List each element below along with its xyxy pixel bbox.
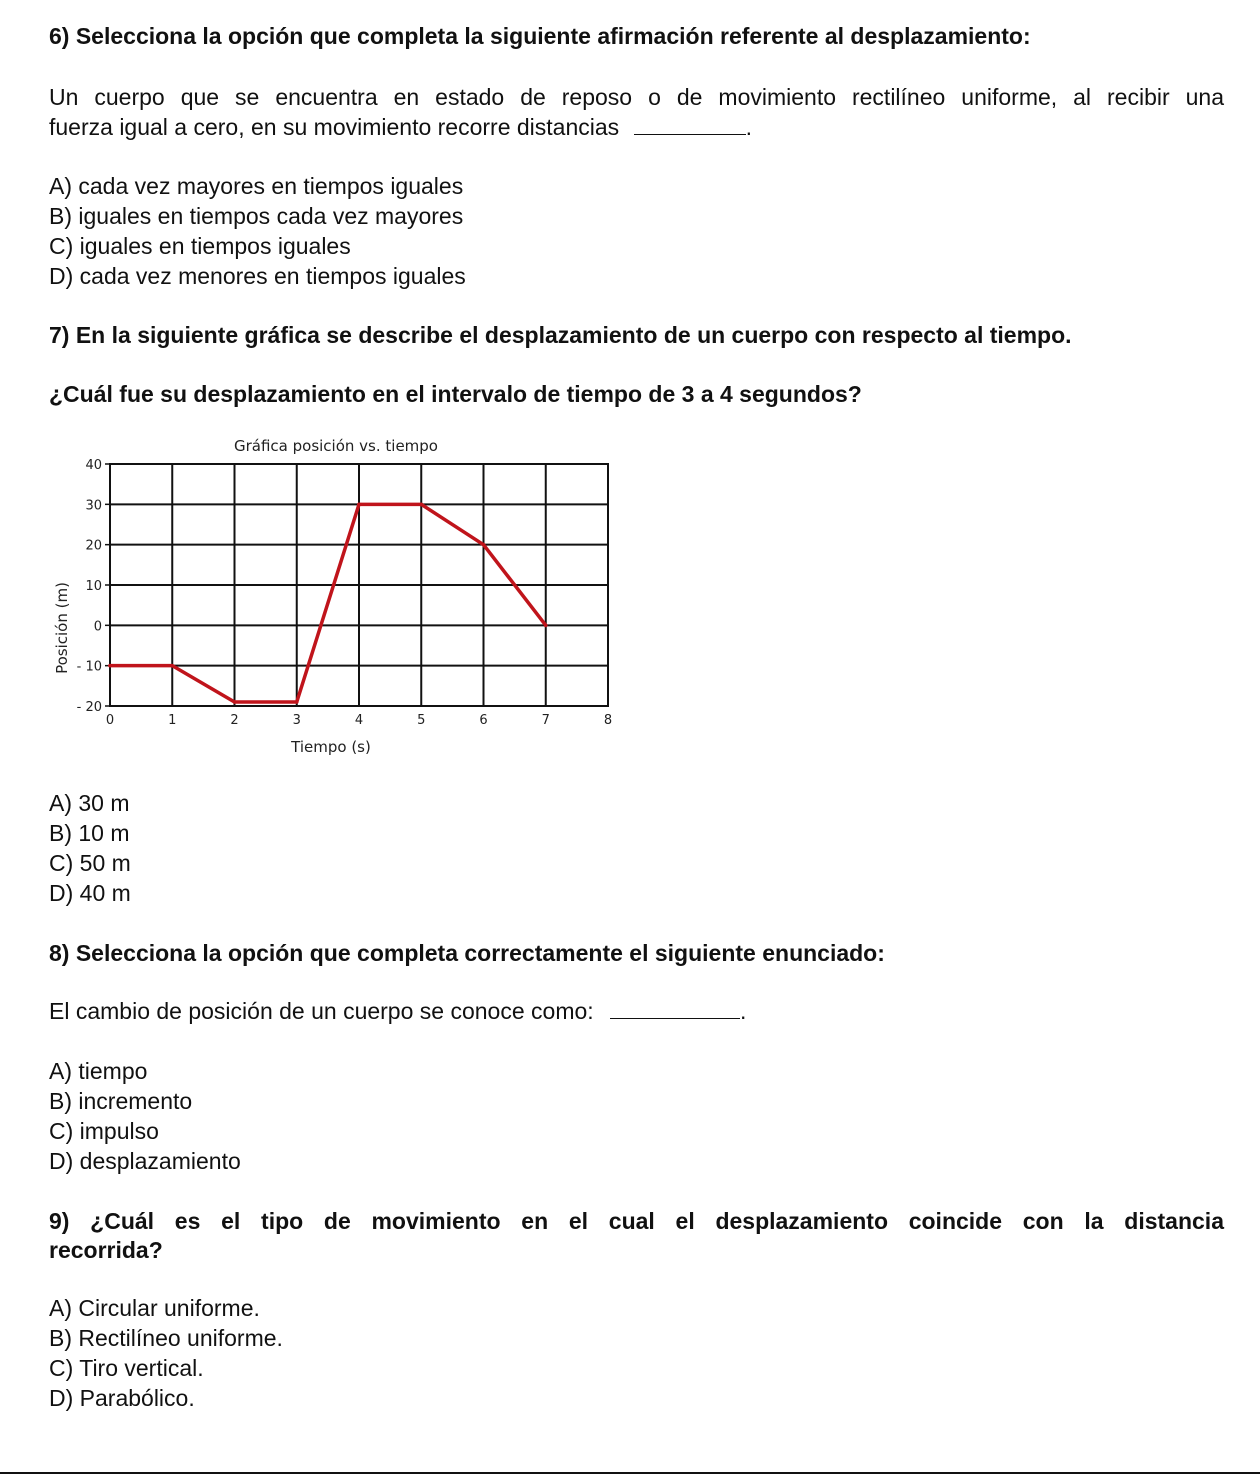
q7-option-b: B) 10 m (49, 820, 130, 846)
q9-title-line1: 9) ¿Cuál es el tipo de movimiento en el cual el desplazamiento coincide con la distancia (49, 1208, 1224, 1234)
q7-option-c: C) 50 m (49, 850, 131, 876)
chart-y-tick-label: - 10 (76, 659, 102, 675)
chart-x-tick-label: 6 (479, 713, 488, 728)
q6-statement-text: fuerza igual a cero, en su movimiento recorre distancias (49, 114, 620, 140)
q9-option-c: C) Tiro vertical. (49, 1355, 204, 1381)
q8-option-a: A) tiempo (49, 1058, 148, 1084)
q6-option-d: D) cada vez menores en tiempos iguales (49, 263, 466, 289)
chart-y-tick-label: 10 (85, 579, 102, 594)
q8-option-d: D) desplazamiento (49, 1148, 241, 1174)
q7-option-a: A) 30 m (49, 790, 130, 816)
q9-option-b: B) Rectilíneo uniforme. (49, 1325, 283, 1351)
q6-blank-suffix: . (745, 114, 752, 140)
q6-statement-line2 (49, 113, 752, 141)
q8-statement: El cambio de posición de un cuerpo se conoce como: (49, 998, 594, 1024)
chart-y-tick-label: 30 (85, 498, 102, 514)
chart-x-axis-label: Tiempo (s) (291, 738, 371, 756)
chart-data-point (233, 700, 237, 704)
chart-x-tick-label: 7 (541, 713, 550, 728)
q6-option-c: C) iguales en tiempos iguales (49, 233, 351, 259)
q9-option-a: A) Circular uniforme. (49, 1295, 260, 1321)
q7-question: ¿Cuál fue su desplazamiento en el intervalo de tiempo de 3 a 4 segundos? (49, 381, 862, 407)
chart-data-point (295, 700, 299, 704)
chart-y-tick-label: 0 (93, 619, 102, 635)
q6-answer-blank (634, 114, 746, 135)
chart-x-tick-label: 5 (417, 713, 426, 728)
chart-x-tick-label: 4 (354, 713, 364, 728)
q8-blank-suffix: . (740, 998, 747, 1024)
chart-x-tick-label: 0 (105, 713, 115, 728)
q8-option-c: C) impulso (49, 1118, 159, 1144)
chart-grid (110, 464, 608, 706)
chart-x-tick-label: 2 (230, 713, 239, 728)
q9-option-d: D) Parabólico. (49, 1385, 195, 1411)
q8-title: 8) Selecciona la opción que completa correctamente el siguiente enunciado: (49, 940, 885, 966)
q6-statement-line1: Un cuerpo que se encuentra en estado de reposo o de movimiento rectilíneo uniforme, al recibir una (49, 84, 1224, 110)
chart-y-tick-label: 40 (85, 458, 102, 473)
q6-title: 6) Selecciona la opción que completa la siguiente afirmación referente al desplazamiento: (49, 23, 1031, 49)
q9-title-line2: recorrida? (49, 1237, 163, 1263)
position-time-chart (40, 428, 640, 763)
chart-x-tick-label: 8 (603, 713, 613, 728)
chart-x-tick-label: 1 (168, 713, 177, 728)
chart-y-tick-label: 20 (85, 538, 102, 554)
q6-option-b: B) iguales en tiempos cada vez mayores (49, 203, 464, 229)
q7-option-d: D) 40 m (49, 880, 131, 906)
q8-option-b: B) incremento (49, 1088, 193, 1114)
chart-data-point (544, 624, 548, 628)
chart-y-tick-label: - 20 (76, 700, 102, 715)
chart-data-point (108, 664, 112, 668)
chart-x-tick-label: 3 (292, 713, 301, 728)
q7-title: 7) En la siguiente gráfica se describe el desplazamiento de un cuerpo con respecto al tiempo. (49, 322, 1072, 348)
page-bottom-rule (0, 1472, 1260, 1474)
chart-title: Gráfica posición vs. tiempo (233, 437, 439, 455)
q6-option-a: A) cada vez mayores en tiempos iguales (49, 173, 464, 199)
chart-data-point (170, 664, 174, 668)
chart-y-axis-label: Posición (m) (53, 582, 71, 674)
q8-statement-line (49, 997, 746, 1025)
chart-data-point (357, 503, 361, 507)
chart-data-point (419, 503, 423, 507)
chart-data-point (482, 543, 486, 547)
q8-answer-blank (610, 998, 740, 1019)
